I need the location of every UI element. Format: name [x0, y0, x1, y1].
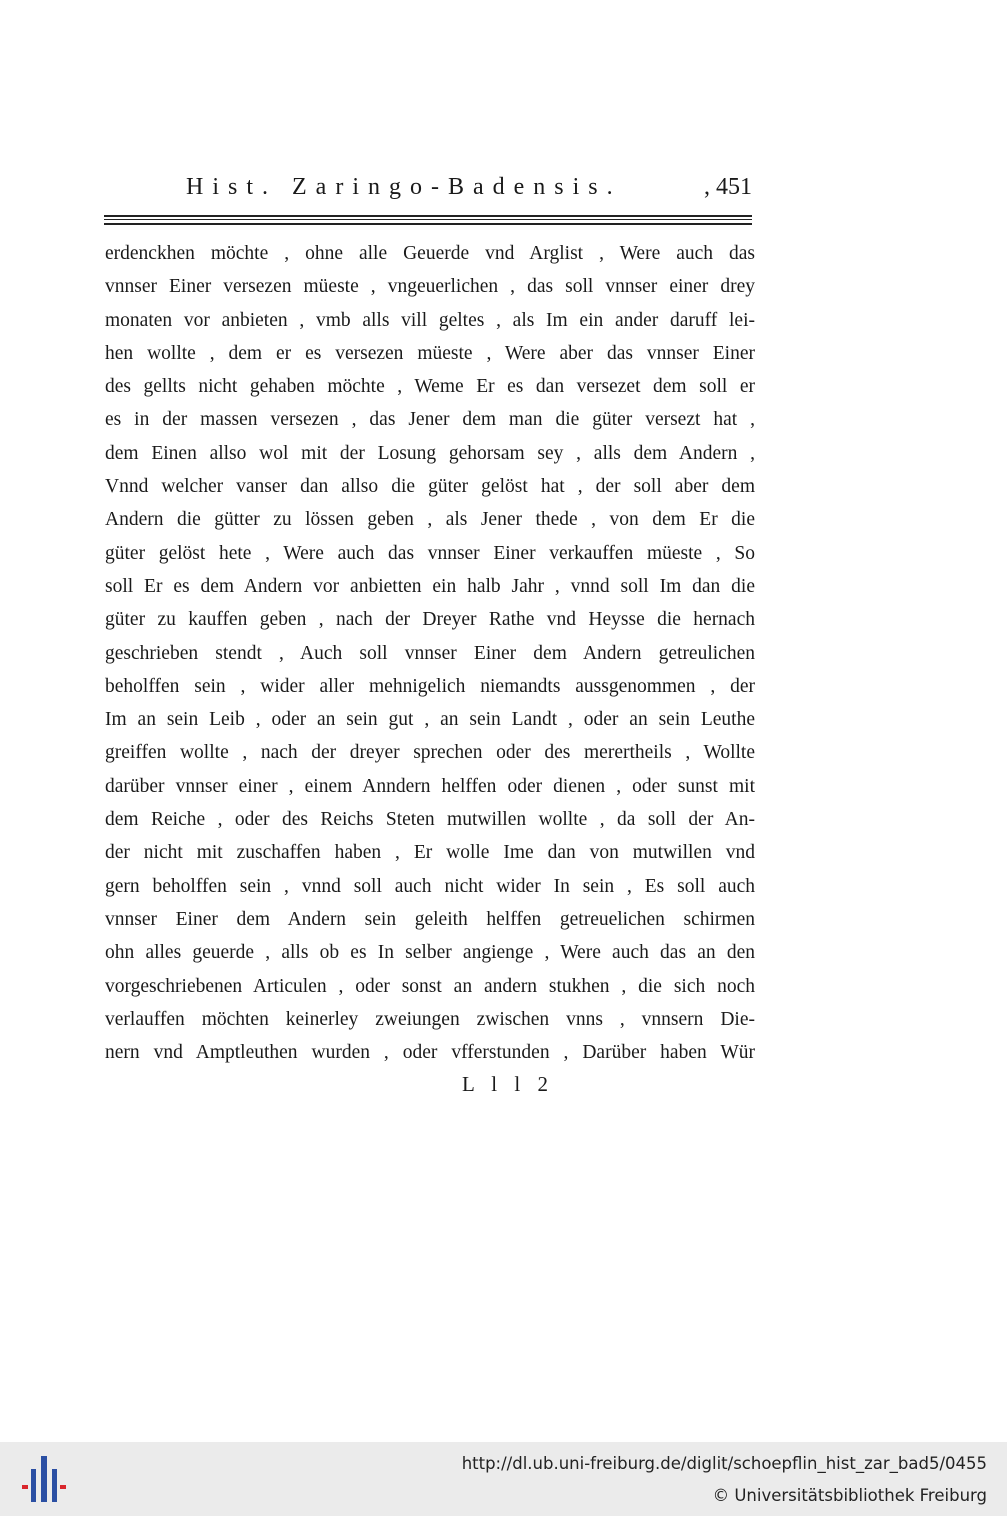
text-line: güter gelöst hete , Were auch das vnnser Einer verkauffen müeste , So [105, 542, 755, 564]
text-line: Andern die gütter zu lössen geben , als Jener thede , von dem Er die [105, 509, 755, 531]
text-line: güter zu kauffen geben , nach der Dreyer Rathe vnd Heysse die hernach [105, 609, 755, 631]
footer-bar [0, 1442, 1007, 1516]
signature-mark: L l l 2 [462, 1072, 554, 1096]
ub-freiburg-logo-icon[interactable] [22, 1456, 66, 1502]
body-text [105, 237, 755, 1069]
running-title: Hist. Zaringo-Badensis. [186, 174, 622, 200]
text-line: soll Er es dem Andern vor anbietten ein halb Jahr , vnnd soll Im dan die [105, 575, 755, 597]
text-line: nern vnd Amptleuthen wurden , oder vfferstunden , Darüber haben Wür [105, 1042, 755, 1064]
text-line: vnnser Einer dem Andern sein geleith helffen getreuelichen schirmen [105, 908, 755, 930]
text-line: hen wollte , dem er es versezen müeste , Were aber das vnnser Einer [105, 342, 755, 364]
text-line: erdenckhen möchte , ohne alle Geuerde vnd Arglist , Were auch das [105, 243, 755, 264]
text-line: vorgeschriebenen Articulen , oder sonst an andern stukhen , die sich noch [105, 975, 755, 997]
text-line: vnnser Einer versezen müeste , vngeuerlichen , das soll vnnser einer drey [105, 276, 755, 298]
text-line: es in der massen versezen , das Jener dem man die güter versezt hat , [105, 409, 755, 431]
page-number: , 451 [704, 174, 752, 200]
text-line: Vnnd welcher vanser dan allso die güter gelöst hat , der soll aber dem [105, 476, 755, 498]
text-line: ohn alles geuerde , alls ob es In selber angienge , Were auch das an den [105, 942, 755, 964]
text-line: dem Reiche , oder des Reichs Steten mutwillen wollte , da soll der An- [105, 809, 755, 831]
permalink-url[interactable]: http://dl.ub.uni-freiburg.de/diglit/schoepflin_hist_zar_bad5/0455 [461, 1454, 987, 1473]
text-line: gern beholffen sein , vnnd soll auch nicht wider In sein , Es soll auch [105, 875, 755, 897]
header-rule [104, 223, 752, 225]
text-line: darüber vnnser einer , einem Anndern helffen oder dienen , oder sunst mit [105, 775, 755, 797]
text-line: geschrieben stendt , Auch soll vnnser Einer dem Andern getreulichen [105, 642, 755, 664]
text-line: greiffen wollte , nach der dreyer sprechen oder des merertheils , Wollte [105, 742, 755, 764]
text-line: des gellts nicht gehaben möchte , Weme Er es dan versezet dem soll er [105, 376, 755, 398]
header-rule [104, 215, 752, 217]
text-line: der nicht mit zuschaffen haben , Er wolle Ime dan von mutwillen vnd [105, 842, 755, 864]
text-line: verlauffen möchten keinerley zweiungen zwischen vnns , vnnsern Die- [105, 1008, 755, 1030]
text-line: Im an sein Leib , oder an sein gut , an sein Landt , oder an sein Leuthe [105, 709, 755, 731]
copyright-notice: © Universitätsbibliothek Freiburg [712, 1486, 987, 1505]
text-line: beholffen sein , wider aller mehnigelich niemandts aussgenommen , der [105, 675, 755, 697]
header-rule [104, 219, 752, 220]
running-head [186, 172, 756, 206]
text-line: dem Einen allso wol mit der Losung gehorsam sey , alls dem Andern , [105, 442, 755, 464]
text-line: monaten vor anbieten , vmb alls vill geltes , als Im ein ander daruff lei- [105, 309, 755, 331]
